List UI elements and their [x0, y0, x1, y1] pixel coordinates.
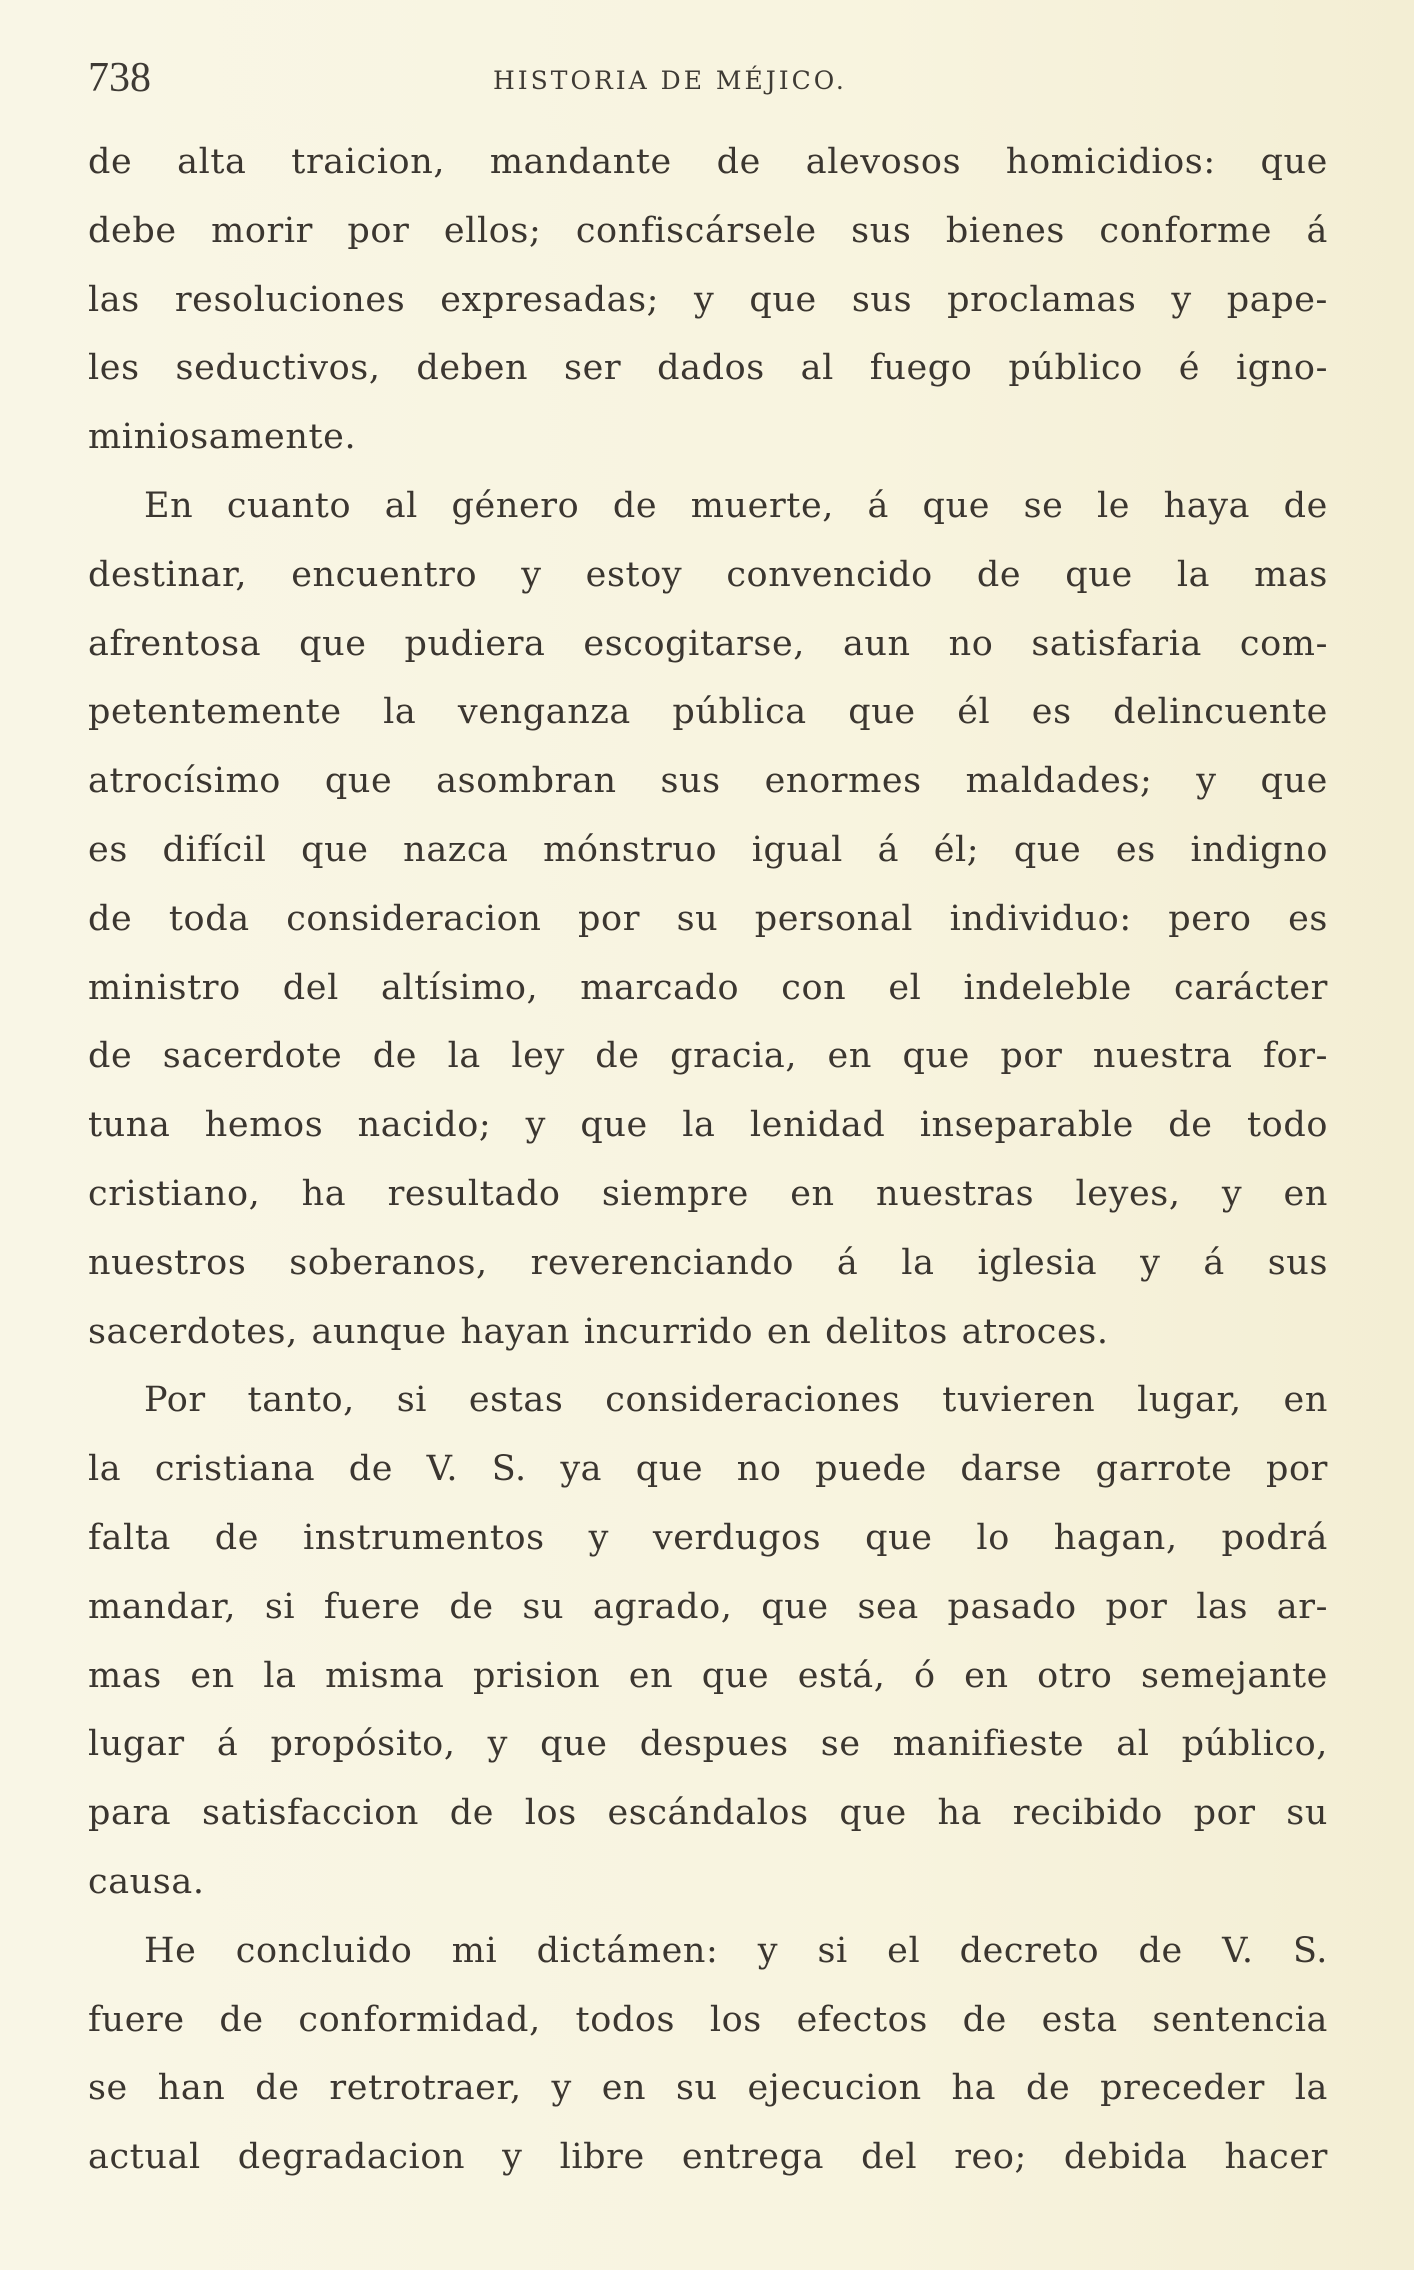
text-line: miniosamente.	[88, 417, 357, 458]
text-line: Por tanto, si estas consideraciones tuvieren lugar, en	[144, 1380, 1328, 1421]
text-line: petentemente la venganza pública que él es delincuente	[88, 692, 1328, 733]
text-line: la cristiana de V. S. ya que no puede darse garrote por	[88, 1449, 1328, 1490]
running-title: HISTORIA DE MÉJICO.	[493, 66, 847, 95]
text-line: lugar á propósito, y que despues se manifieste al público,	[88, 1724, 1328, 1765]
text-line: ministro del altísimo, marcado con el indeleble carácter	[88, 967, 1328, 1008]
text-line: de sacerdote de la ley de gracia, en que por nuestra for-	[88, 1036, 1328, 1077]
text-line: atrocísimo que asombran sus enormes maldades; y que	[88, 761, 1328, 802]
page-header	[88, 54, 1328, 106]
text-line: de toda consideracion por su personal individuo: pero es	[88, 898, 1328, 939]
paragraph	[88, 1366, 1328, 1916]
text-line: de alta traicion, mandante de alevosos homicidios: que	[88, 142, 1328, 182]
text-line: falta de instrumentos y verdugos que lo hagan, podrá	[88, 1517, 1328, 1558]
text-line: En cuanto al género de muerte, á que se le haya de	[144, 485, 1328, 526]
page-number: 738	[88, 55, 151, 101]
text-line: mas en la misma prision en que está, ó en otro semejante	[88, 1655, 1328, 1696]
text-line: fuere de conformidad, todos los efectos de esta sentencia	[88, 1999, 1328, 2040]
paragraph	[88, 472, 1328, 1366]
text-line: afrentosa que pudiera escogitarse, aun no satisfaria com-	[88, 623, 1328, 664]
body-text	[88, 128, 1328, 2192]
text-line: las resoluciones expresadas; y que sus proclamas y pape-	[88, 279, 1328, 320]
text-line: debe morir por ellos; confiscársele sus bienes conforme á	[88, 210, 1328, 251]
paragraph	[88, 1917, 1328, 2192]
text-line: es difícil que nazca mónstruo igual á él; que es indigno	[88, 829, 1328, 870]
text-line: tuna hemos nacido; y que la lenidad inseparable de todo	[88, 1105, 1328, 1146]
text-line: mandar, si fuere de su agrado, que sea pasado por las ar-	[88, 1586, 1328, 1627]
text-line: He concluido mi dictámen: y si el decreto de V. S.	[144, 1930, 1328, 1971]
text-line: nuestros soberanos, reverenciando á la iglesia y á sus	[88, 1242, 1328, 1283]
text-line: actual degradacion y libre entrega del reo; debida hacer	[88, 2137, 1328, 2178]
text-line: se han de retrotraer, y en su ejecucion ha de preceder la	[88, 2068, 1328, 2109]
text-line: causa.	[88, 1861, 205, 1902]
text-line: sacerdotes, aunque hayan incurrido en delitos atroces.	[88, 1311, 1109, 1352]
text-line: destinar, encuentro y estoy convencido de que la mas	[88, 554, 1328, 595]
text-line: cristiano, ha resultado siempre en nuestras leyes, y en	[88, 1173, 1328, 1214]
paragraph	[88, 128, 1328, 472]
text-line: les seductivos, deben ser dados al fuego público é igno-	[88, 348, 1328, 389]
text-line: para satisfaccion de los escándalos que ha recibido por su	[88, 1793, 1328, 1834]
